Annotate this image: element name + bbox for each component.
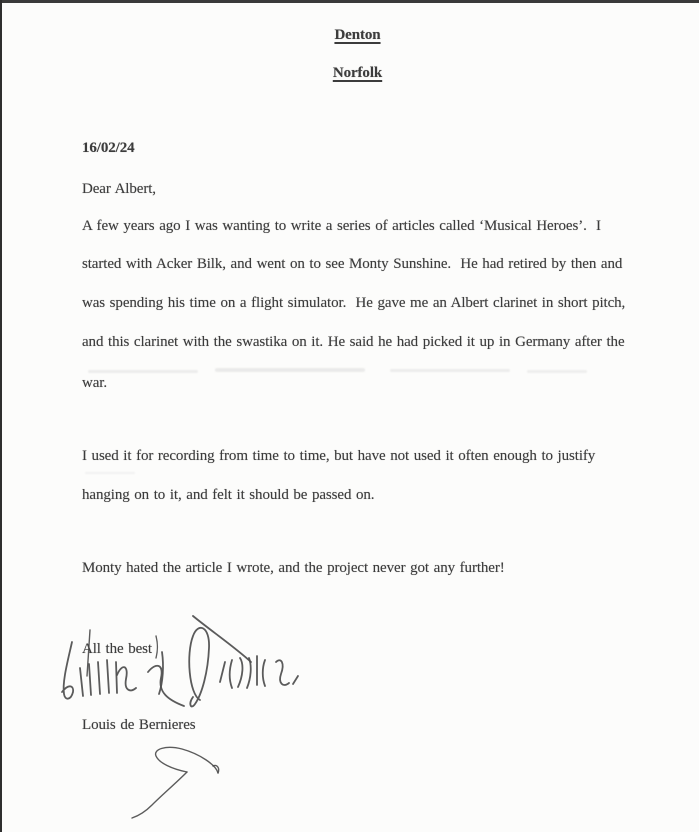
signature-scrawl — [50, 600, 410, 720]
scan-smudge — [215, 368, 365, 372]
paragraph-1-line-2: started with Acker Bilk, and went on to see Monty Sunshine. He had retired by then and — [82, 256, 623, 272]
scan-smudge — [85, 472, 135, 474]
salutation: Dear Albert, — [82, 181, 156, 197]
paragraph-1-line-3: was spending his time on a flight simulator. He gave me an Albert clarinet in short pitch, — [82, 295, 626, 311]
scan-edge-left — [0, 0, 2, 832]
address-line-town: Denton — [334, 27, 381, 43]
pen-flourish-mark — [90, 725, 260, 825]
paragraph-2-line-1: I used it for recording from time to time, but have not used it often enough to justify — [82, 448, 596, 464]
paragraph-1-line-5: war. — [82, 375, 108, 391]
scan-smudge — [527, 370, 587, 373]
typed-name: Louis de Bernieres — [82, 717, 196, 733]
scan-smudge — [390, 369, 510, 372]
paragraph-3-line-1: Monty hated the article I wrote, and the project never got any further! — [82, 560, 505, 576]
closing-text: All the best — [82, 641, 152, 657]
scan-edge-top — [0, 0, 699, 3]
address-line-county: Norfolk — [332, 65, 383, 81]
scan-smudge — [88, 370, 198, 373]
paragraph-1-line-1: A few years ago I was wanting to write a series of articles called ‘Musical Heroes’. I — [82, 218, 601, 234]
letter-date: 16/02/24 — [82, 140, 135, 156]
paragraph-2-line-2: hanging on to it, and felt it should be passed on. — [82, 487, 375, 503]
paragraph-1-line-4: and this clarinet with the swastika on it. He said he had picked it up in Germany after the — [82, 334, 625, 350]
